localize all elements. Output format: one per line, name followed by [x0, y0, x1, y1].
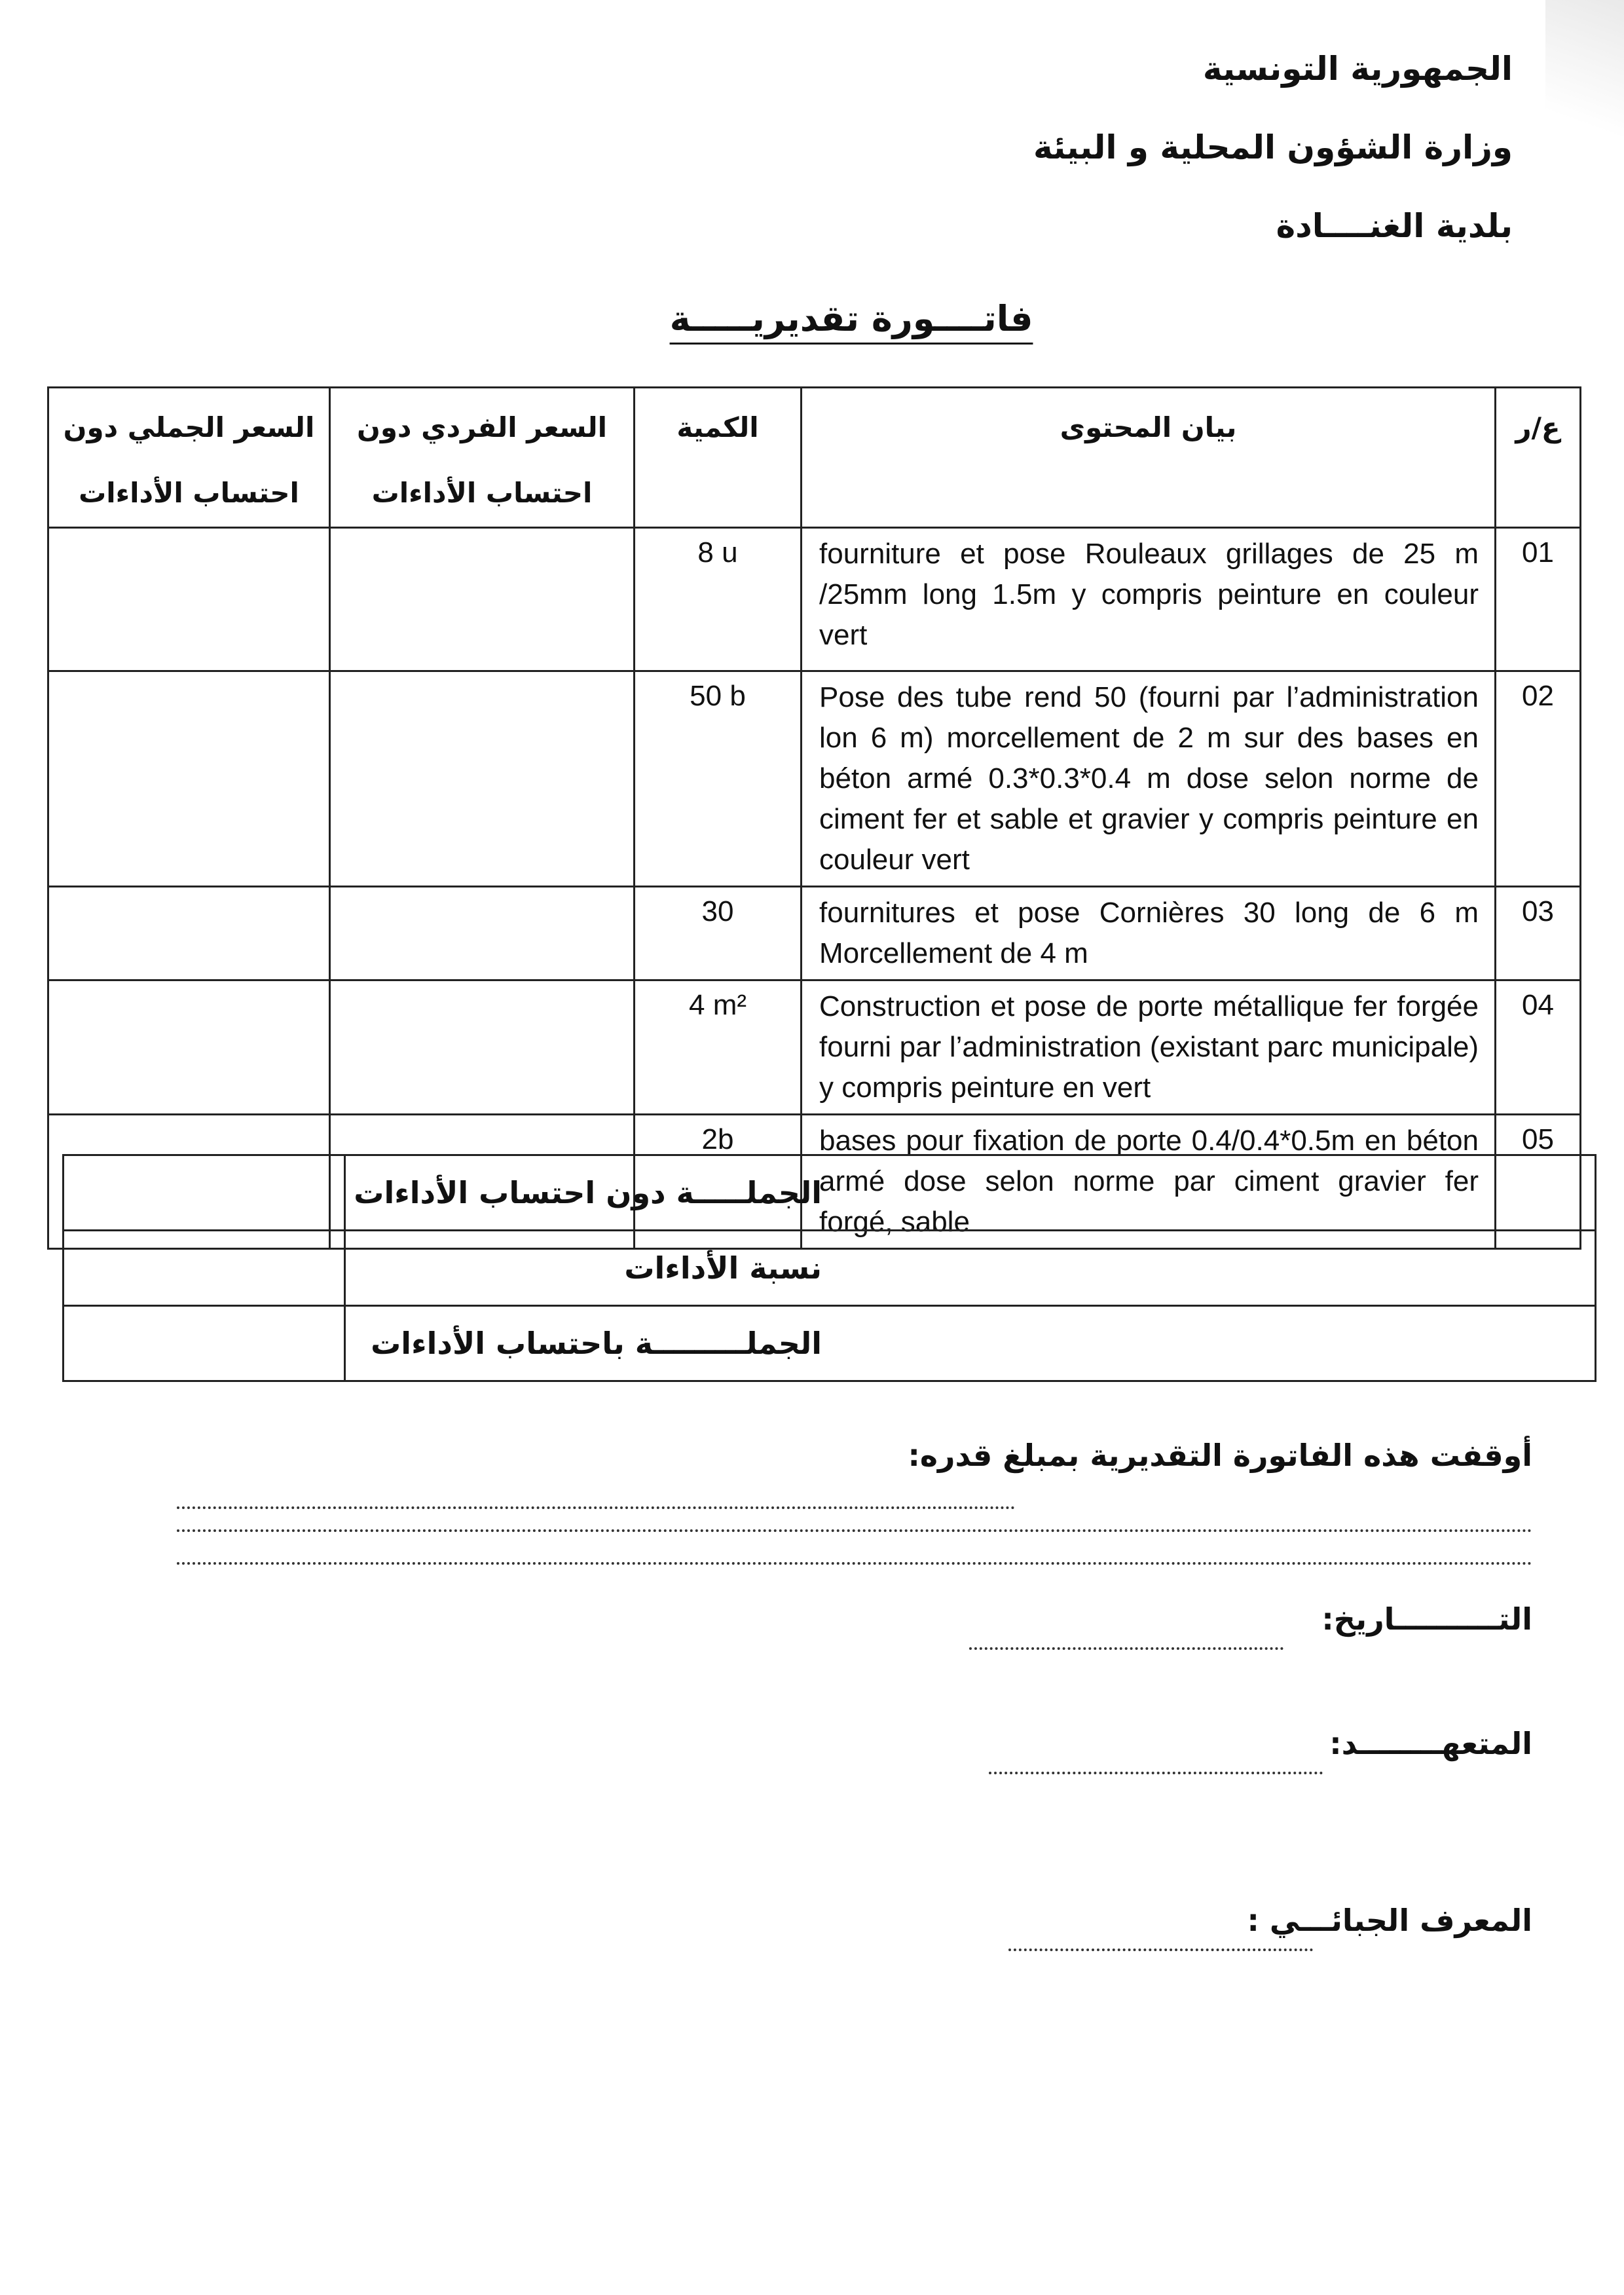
total-value-cell	[64, 1306, 345, 1381]
table-row	[48, 671, 1581, 887]
contractor-label: المتعهــــــــد:	[1329, 1726, 1532, 1761]
table-header-row	[48, 388, 1581, 528]
quantity-cell: 4 m²	[635, 980, 802, 1115]
quantity-cell: 50 b	[635, 671, 802, 887]
contractor-dotted-line	[989, 1772, 1323, 1774]
col-description: بيان المحتوى	[802, 388, 1496, 528]
tax-value-cell	[64, 1231, 345, 1306]
description-cell: Pose des tube rend 50 (fourni par l’administration lon 6 m) morcellement de 2 m sur des bases en béton armé 0.3*0.3*0.4 m dose selon norme de ciment fer et sable et gravier y compris peinture en couleur vert	[802, 671, 1496, 887]
description-cell: fourniture et pose Rouleaux grillages de 25 m /25mm long 1.5m y compris peinture en couleur vert	[802, 528, 1496, 671]
document-title	[0, 298, 1624, 339]
row-number-cell: 05	[1496, 1115, 1581, 1249]
row-number-cell: 04	[1496, 980, 1581, 1115]
total-price-cell	[48, 671, 330, 887]
col-quantity: الكمية	[635, 388, 802, 528]
document-header	[1033, 52, 1513, 288]
subtotal-label: الجملـــــة دون احتساب الأداءات	[345, 1155, 1596, 1231]
quantity-cell: 8 u	[635, 528, 802, 671]
total-price-cell	[48, 887, 330, 980]
table-row	[48, 887, 1581, 980]
table-row	[48, 980, 1581, 1115]
totals-row-tax	[64, 1231, 1596, 1306]
tax-id-dotted-line	[1008, 1949, 1313, 1951]
totals-row-total	[64, 1306, 1596, 1381]
date-dotted-line	[969, 1647, 1283, 1650]
header-ministry: وزارة الشؤون المحلية و البيئة	[1033, 128, 1513, 166]
header-municipality: بلدية الغنــــادة	[1276, 207, 1513, 245]
amount-dotted-line-1	[177, 1506, 1015, 1509]
header-republic: الجمهورية التونسية	[1202, 50, 1513, 88]
row-number-cell: 01	[1496, 528, 1581, 671]
quantity-cell: 30	[635, 887, 802, 980]
page-corner-fold	[1545, 0, 1624, 170]
description-cell: bases pour fixation de porte 0.4/0.4*0.5m en béton armé dose selon norme par ciment gravier fer forgé, sable	[802, 1115, 1496, 1249]
quote-table	[47, 386, 1581, 1250]
amount-dotted-line-3	[177, 1562, 1532, 1565]
unit-price-cell	[330, 528, 635, 671]
col-total-price: السعر الجملي دون احتساب الأداءات	[48, 388, 330, 528]
col-num: ع/ر	[1496, 388, 1581, 528]
unit-price-cell	[330, 887, 635, 980]
date-label: التــــــــــاريخ:	[1321, 1601, 1532, 1637]
row-number-cell: 02	[1496, 671, 1581, 887]
table-row	[48, 528, 1581, 671]
quantity-cell: 2b	[635, 1115, 802, 1249]
amount-label: أوقفت هذه الفاتورة التقديرية بمبلغ قدره:	[908, 1438, 1532, 1473]
totals-row-subtotal	[64, 1155, 1596, 1231]
unit-price-cell	[330, 980, 635, 1115]
subtotal-value-cell	[64, 1155, 345, 1231]
tax-id-label: المعرف الجبائـــي :	[1247, 1903, 1532, 1938]
total-label: الجملـــــــــة باحتساب الأداءات	[345, 1306, 1596, 1381]
description-cell: Construction et pose de porte métallique fer forgée fourni par l’administration (existant parc municipale) y compris peinture en vert	[802, 980, 1496, 1115]
total-price-cell	[48, 528, 330, 671]
description-cell: fournitures et pose Cornières 30 long de 6 m Morcellement de 4 m	[802, 887, 1496, 980]
document-title-text: فاتــــورة تقديريـــــة	[669, 298, 1033, 339]
unit-price-cell	[330, 671, 635, 887]
col-unit-price: السعر الفردي دون احتساب الأداءات	[330, 388, 635, 528]
tax-label: نسبة الأداءات	[345, 1231, 1596, 1306]
totals-table	[62, 1154, 1596, 1382]
amount-dotted-line-2	[177, 1529, 1532, 1532]
row-number-cell: 03	[1496, 887, 1581, 980]
total-price-cell	[48, 980, 330, 1115]
